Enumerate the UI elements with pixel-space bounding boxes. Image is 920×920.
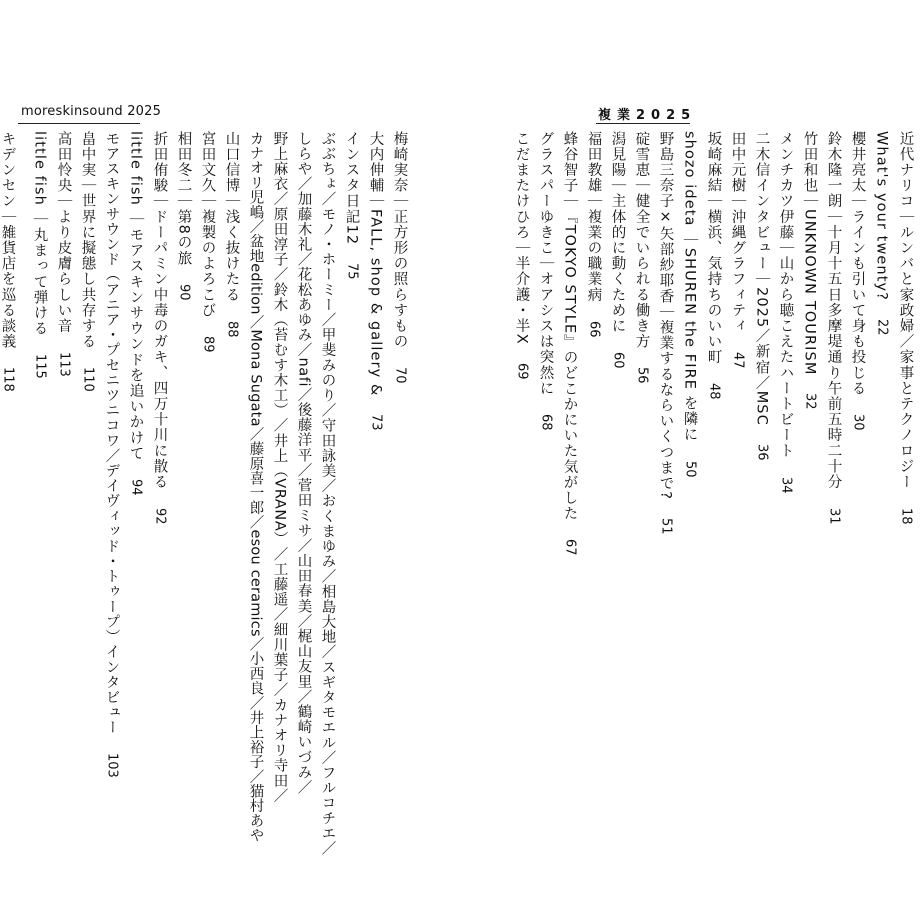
- toc-entry: カナオリ児嶋／盆地edition／Mona Sugata／藤原喜一郎／esou ceramics／小西良／井上裕子／猫村あや: [247, 131, 264, 843]
- toc-entry: 野上麻衣／原田淳子／鈴木（苔むす木工）／井上（VRANA）／工藤遥／細川葉子／カナオリ寺田／: [271, 131, 288, 804]
- toc-entry: 近代ナリコ｜ルンバと家政婦／家事とテクノロジー18: [897, 131, 914, 525]
- toc-entry: 碇雪恵｜健全でいられる働き方56: [633, 131, 650, 384]
- toc-entry: グラスパーゆきこ｜オアシスは突然に68: [537, 131, 554, 431]
- toc-entry: shozo ideta ｜SHUREN the FIRE を隣に50: [681, 131, 698, 478]
- toc-entry: 宮田文久｜複製のよろこび89: [199, 131, 216, 353]
- toc-entry: メンチカツ伊藤｜山から聴こえたハートビート34: [777, 131, 794, 494]
- toc-entry: 鈴木隆一朗｜十月十五日多摩堤通り午前五時二十分31: [825, 131, 842, 525]
- header-rule-right: [596, 123, 690, 124]
- toc-entry: little fish ｜丸まって弾ける115: [31, 131, 48, 380]
- toc-entry: 坂崎麻結｜横浜、気持ちのいい町48: [705, 131, 722, 400]
- toc-entry: 梅崎実奈｜正方形の照らすもの70: [391, 131, 408, 384]
- toc-entry: ぶぶちょ／モノ・ホーミー／甲斐みのり／守田詠美／おくまゆみ／相島大地／スギタモエル／フルコチエ／: [319, 131, 336, 856]
- toc-entry: 折田侑駿｜ドーパミン中毒のガキ、四万十川に散る92: [151, 131, 168, 525]
- toc-entry: 櫻井亮太｜ラインも引いて身も投じる30: [849, 131, 866, 431]
- toc-entry: 田中元樹｜沖縄グラフィティ47: [729, 131, 746, 369]
- toc-entry: 山口信博｜浅く抜けたる88: [223, 131, 240, 338]
- toc-entry: インスタ日記1275: [343, 131, 360, 280]
- toc-entry: モアスキンサウンド（アニア・プセニツニコワ／デイヴィッド・トゥープ）インタビュー103: [103, 131, 120, 778]
- toc-entry: 大内伸輔｜FALL, shop & gallery &73: [367, 131, 384, 431]
- magazine-section-title-left: moreskinsound 2025: [21, 104, 162, 119]
- toc-entry: 蜂谷智子｜『TOKYO STYLE』のどこかにいた気がした67: [561, 131, 578, 556]
- toc-entry: 相田冬二｜第8の旅90: [175, 131, 192, 301]
- toc-entry: 高田怜央｜より皮膚らしい音113: [55, 131, 72, 377]
- toc-entry: 野島三奈子×矢部紗耶香｜複業するならいくつまで?51: [657, 131, 674, 535]
- toc-entry: こだまたけひろ｜半介護・半X69: [513, 131, 530, 380]
- toc-entry: 竹田和也｜UNKNOWN TOURISM32: [801, 131, 818, 411]
- magazine-section-title-right: 複業2025: [598, 108, 697, 123]
- toc-entry: 二木信インタビュー｜2025／新宿／MSC36: [753, 131, 770, 461]
- toc-entry: しらや／加藤木礼／花松あゆみ／nafi／後藤洋平／菅田ミサ／山田春美／梶山友里／鶴崎いづみ／: [295, 131, 312, 795]
- toc-entry: What's your twenty?22: [873, 131, 890, 336]
- toc-entry: 潟見陽｜主体的に動くために60: [609, 131, 626, 369]
- toc-entry: 福田教雄｜複業の職業病66: [585, 131, 602, 338]
- toc-entry: little fish ｜モアスキンサウンドを追いかけて94: [127, 131, 144, 496]
- header-rule-left: [18, 123, 140, 124]
- toc-entry: キデンセン｜雑貨店を巡る談義118: [0, 131, 16, 393]
- toc-entry: 畠中実｜世界に擬態し共存する110: [79, 131, 96, 393]
